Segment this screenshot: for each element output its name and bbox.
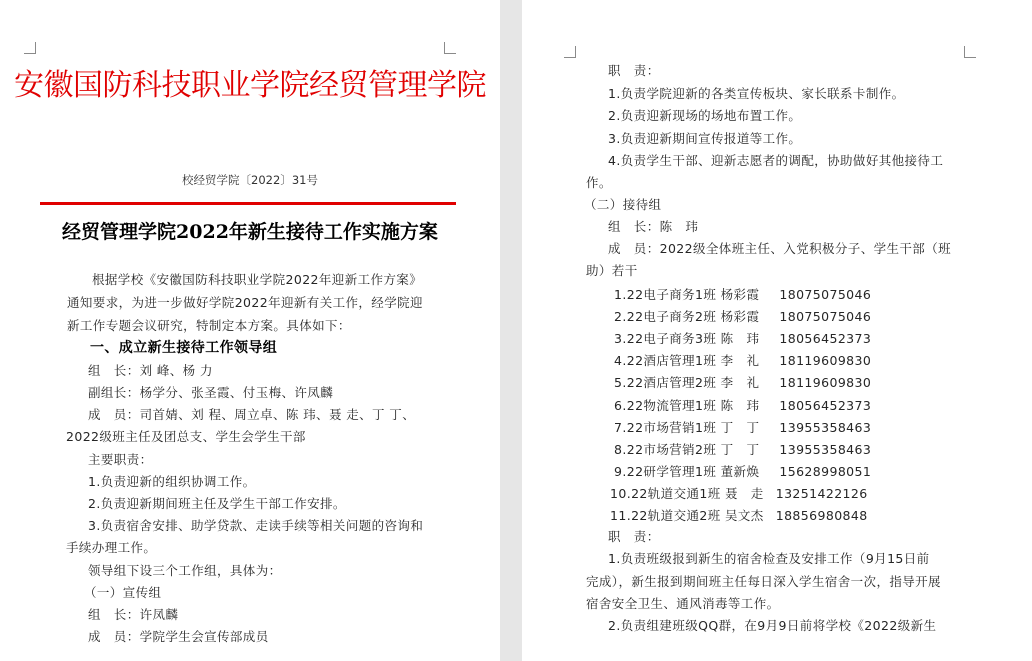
group-members: 成 员：学院学生会宣传部成员 — [88, 629, 269, 644]
duty-item: 手续办理工作。 — [66, 540, 157, 555]
duties-heading: 主要职责： — [88, 452, 153, 467]
class-phone: 13251422126 — [775, 486, 868, 501]
document-page-left — [0, 0, 500, 661]
class-contact-row — [614, 464, 871, 480]
document-page-right — [522, 0, 1032, 661]
red-divider — [40, 202, 456, 205]
page-corner-mark — [24, 42, 36, 54]
duty-item: 3.负责迎新期间宣传报道等工作。 — [608, 131, 802, 146]
class-phone: 15628998051 — [779, 464, 872, 479]
class-contact-row — [614, 331, 871, 347]
leader-line: 组 长：刘 峰、杨 力 — [88, 363, 213, 378]
class-name: 4.22酒店管理1班 李 礼 — [614, 353, 760, 368]
page-corner-mark — [964, 46, 976, 58]
duty-item: 2.负责迎新现场的场地布置工作。 — [608, 108, 802, 123]
class-phone: 18075075046 — [779, 287, 872, 302]
class-phone: 18119609830 — [779, 353, 872, 368]
duty-item: 2.负责组建班级QQ群，在9月9日前将学校《2022级新生 — [608, 618, 937, 633]
class-contact-row — [614, 420, 871, 436]
class-name: 11.22轨道交通2班 吴文杰 — [610, 508, 764, 523]
group-heading: （二）接待组 — [584, 197, 662, 212]
class-name: 8.22市场营销2班 丁 丁 — [614, 442, 760, 457]
class-contact-row — [614, 375, 871, 391]
duty-item: 1.负责迎新的组织协调工作。 — [88, 474, 256, 489]
class-name: 3.22电子商务3班 陈 玮 — [614, 331, 760, 346]
duty-label: 职 责： — [608, 529, 660, 544]
class-contact-row — [610, 486, 868, 502]
document-number: 校经贸学院〔2022〕31号 — [182, 173, 318, 187]
body-paragraph: 新工作专题会议研究，特制定本方案。具体如下： — [67, 318, 351, 333]
class-phone: 18075075046 — [779, 309, 872, 324]
class-phone: 13955358463 — [779, 420, 872, 435]
duty-item: 2.负责迎新期间班主任及学生干部工作安排。 — [88, 496, 346, 511]
class-phone: 18056452373 — [779, 398, 872, 413]
duty-label: 职 责： — [608, 63, 660, 78]
class-name: 5.22酒店管理2班 李 礼 — [614, 375, 760, 390]
group-leader: 组 长：陈 玮 — [608, 219, 699, 234]
class-contact-row — [614, 287, 871, 303]
body-paragraph: 根据学校《安徽国防科技职业学院2022年迎新工作方案》 — [92, 272, 423, 287]
class-name: 9.22研学管理1班 董新焕 — [614, 464, 760, 479]
class-phone: 18056452373 — [779, 331, 872, 346]
page-corner-mark — [444, 42, 456, 54]
duty-item: 1.负责班级报到新生的宿舍检查及安排工作（9月15日前 — [608, 551, 930, 566]
members-line: 2022级班主任及团总支、学生会学生干部 — [66, 429, 306, 444]
members-line: 成 员：司首婧、刘 程、周立卓、陈 玮、聂 走、丁 丁、 — [88, 407, 416, 422]
duty-item: 作。 — [586, 175, 612, 190]
group-members: 成 员：2022级全体班主任、入党积极分子、学生干部（班 — [608, 241, 952, 256]
class-contact-row — [614, 442, 871, 458]
group-leader: 组 长：许凤麟 — [88, 607, 179, 622]
body-paragraph: 通知要求，为进一步做好学院2022年迎新有关工作，经学院迎 — [67, 295, 423, 310]
vice-leader-line: 副组长：杨学分、张圣霞、付玉梅、许凤麟 — [88, 385, 334, 400]
document-title: 经贸管理学院2022年新生接待工作实施方案 — [62, 221, 438, 243]
group-heading: （一）宣传组 — [84, 585, 162, 600]
class-name: 10.22轨道交通1班 聂 走 — [610, 486, 764, 501]
class-contact-row — [614, 398, 871, 414]
class-name: 6.22物流管理1班 陈 玮 — [614, 398, 760, 413]
class-contact-row — [614, 353, 871, 369]
class-contact-row — [610, 508, 868, 524]
groups-intro: 领导组下设三个工作组，具体为： — [88, 563, 282, 578]
class-phone: 18119609830 — [779, 375, 872, 390]
class-name: 2.22电子商务2班 杨彩霞 — [614, 309, 760, 324]
organization-title: 安徽国防科技职业学院经贸管理学院 — [14, 68, 486, 103]
duty-item: 完成），新生报到期间班主任每日深入学生宿舍一次，指导开展 — [586, 574, 941, 589]
class-phone: 13955358463 — [779, 442, 872, 457]
class-contact-row — [614, 309, 871, 325]
class-name: 7.22市场营销1班 丁 丁 — [614, 420, 760, 435]
duty-item: 宿舍安全卫生、通风消毒等工作。 — [586, 596, 780, 611]
class-name: 1.22电子商务1班 杨彩霞 — [614, 287, 760, 302]
page-corner-mark — [564, 46, 576, 58]
section-heading: 一、成立新生接待工作领导组 — [90, 340, 278, 356]
group-members: 助）若干 — [586, 263, 638, 278]
class-phone: 18856980848 — [775, 508, 868, 523]
duty-item: 4.负责学生干部、迎新志愿者的调配，协助做好其他接待工 — [608, 153, 944, 168]
duty-item: 1.负责学院迎新的各类宣传板块、家长联系卡制作。 — [608, 86, 905, 101]
duty-item: 3.负责宿舍安排、助学贷款、走读手续等相关问题的咨询和 — [88, 518, 424, 533]
